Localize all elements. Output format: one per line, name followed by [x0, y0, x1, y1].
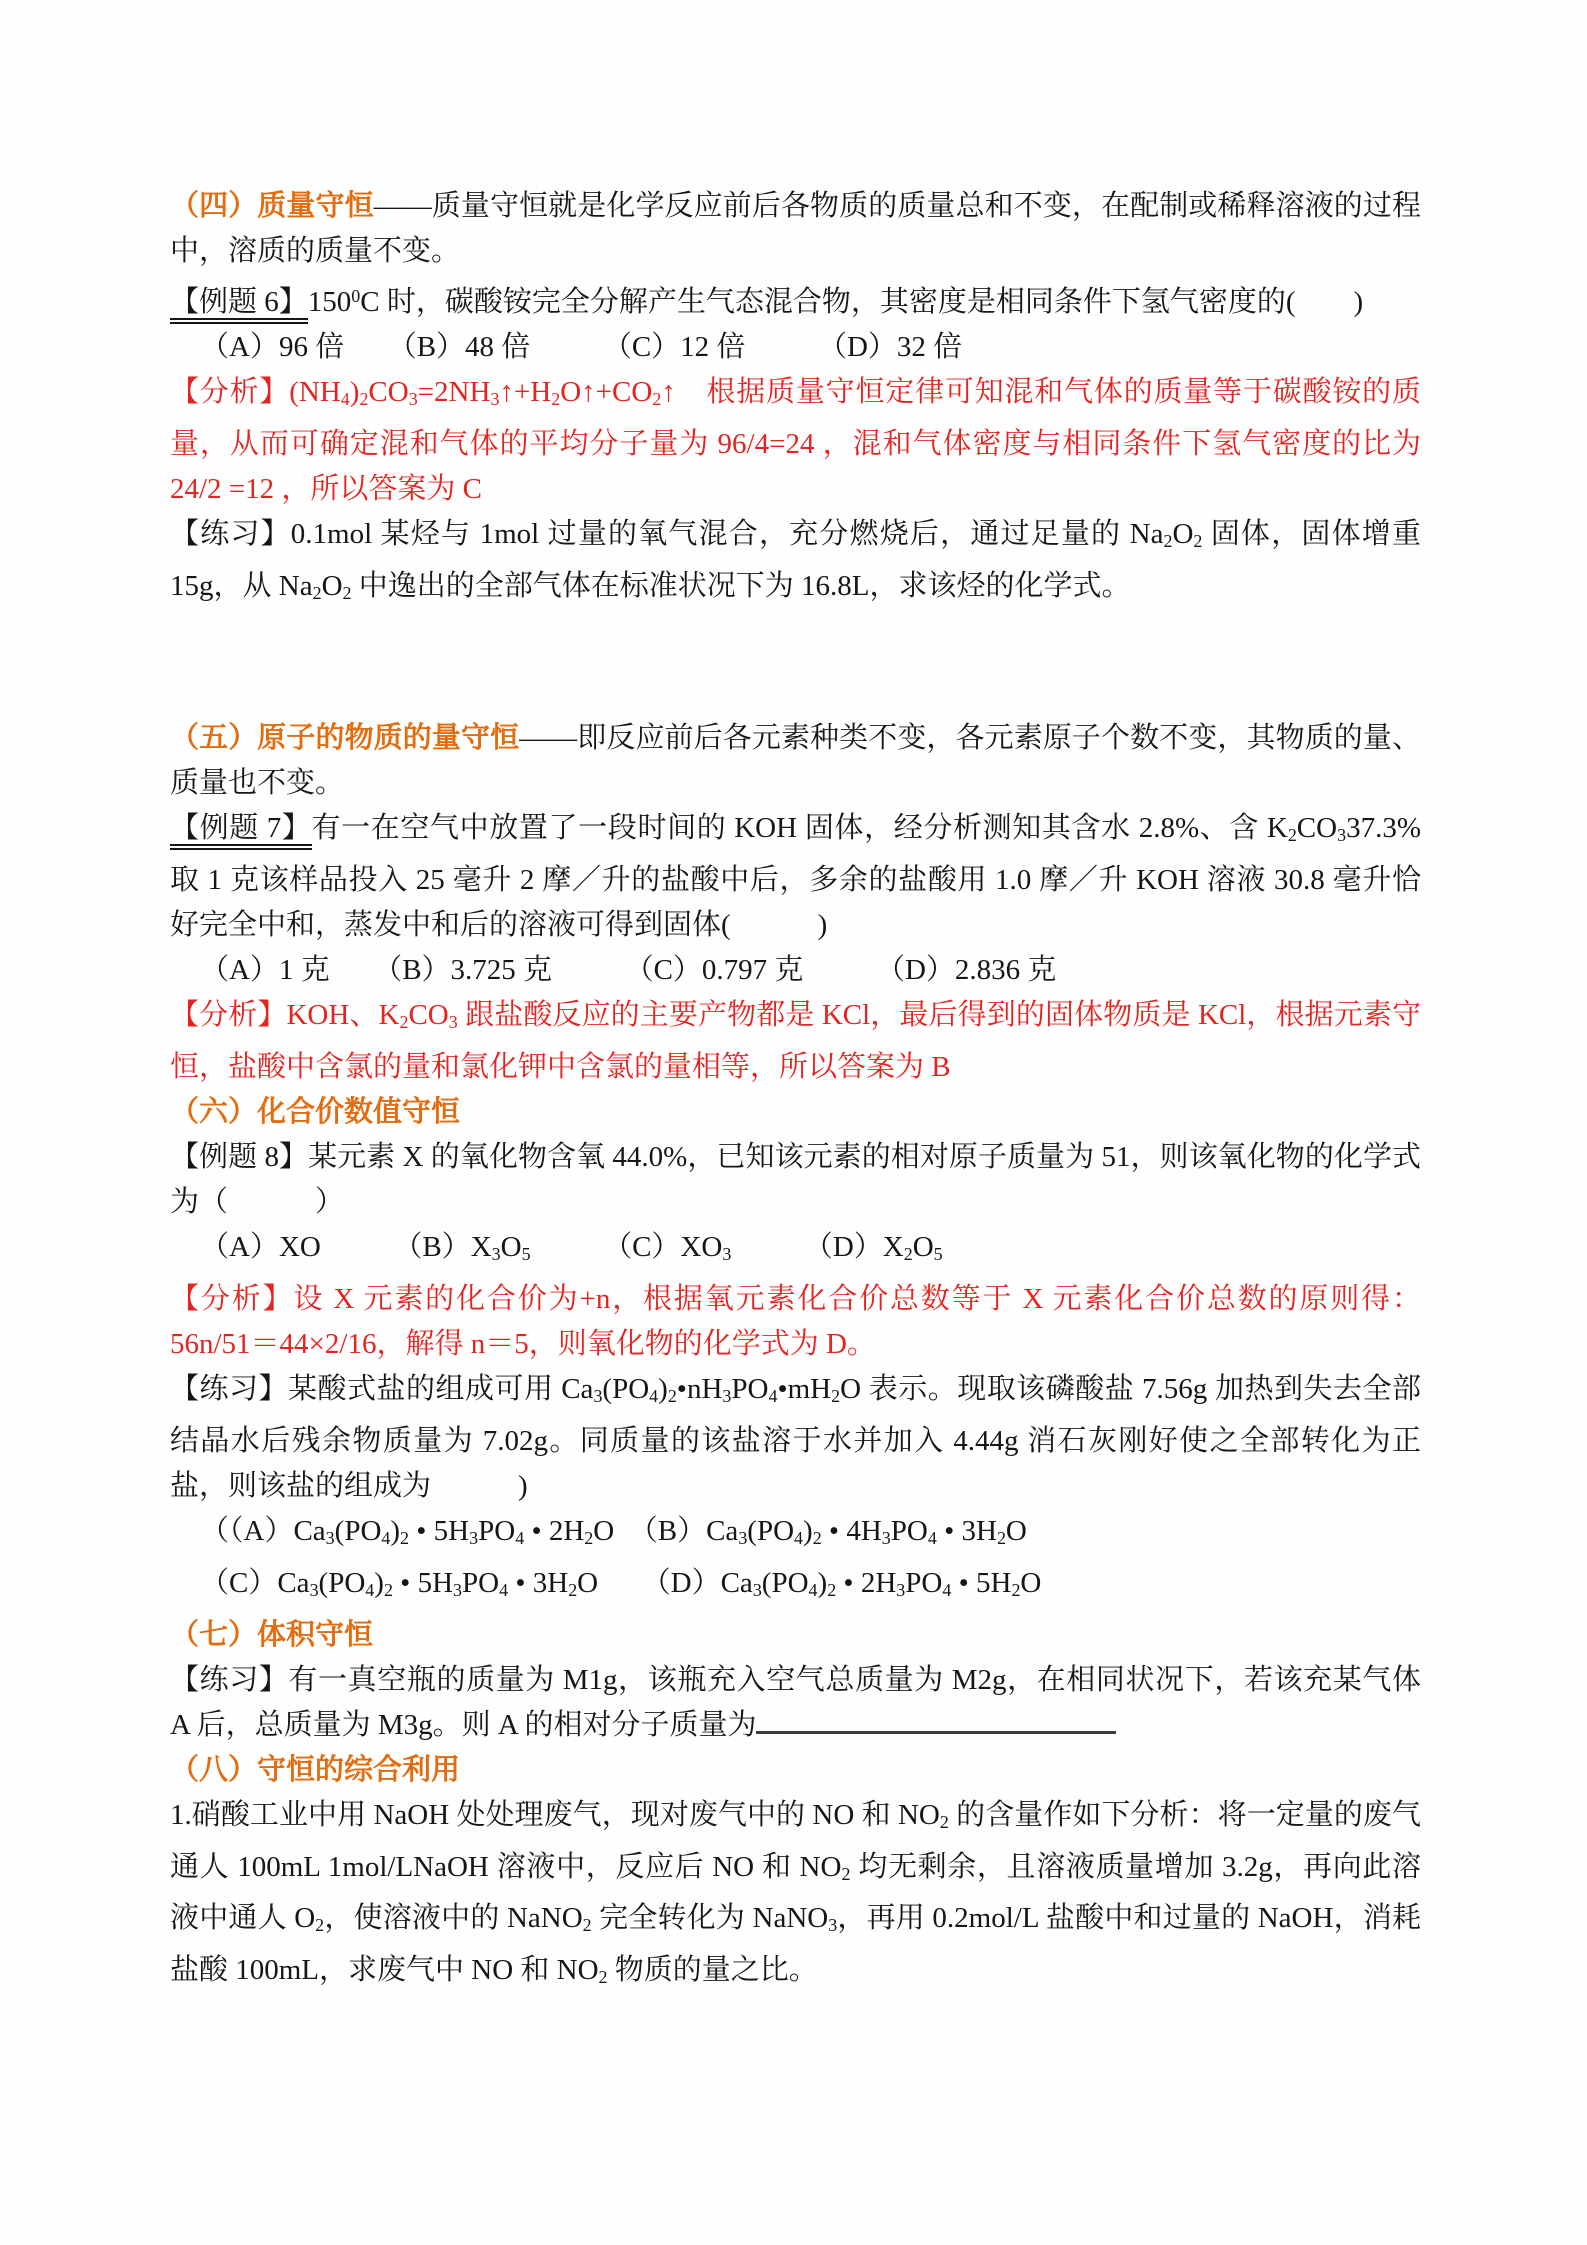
option-d: （D）32 倍: [832, 330, 963, 363]
text-run: •nH: [676, 1372, 723, 1405]
text-run: ——质量守恒就是化学反应前后各物质的质量总和不变，在配制或稀释溶液的过程中，溶质的质量不变。: [170, 190, 1421, 267]
text-run: 4: [515, 1527, 525, 1548]
option-d: （D）X: [818, 1230, 904, 1263]
text-run: (PO: [318, 1566, 366, 1599]
text-run: • 5H: [951, 1566, 1012, 1599]
practice-label: 【练习】有一真空瓶的质量为 M1g，该瓶充入空气总质量为 M2g，在相同状况下，若该充某气体 A 后，总质量为 M3g。则 A 的相对分子质量为: [170, 1663, 1421, 1741]
practice-6-options-row-1: [170, 1509, 1421, 1561]
text-run: [598, 1567, 656, 1599]
text-run: [731, 1231, 818, 1263]
section-8-heading: [170, 1748, 1421, 1793]
text-run: 完全转化为 NaNO: [591, 1902, 829, 1935]
option-b: （B）48 倍: [402, 330, 531, 363]
text-run: 2: [1011, 1579, 1021, 1600]
option-c: （C）0.797 克: [639, 953, 804, 986]
text-run: 3: [722, 1243, 732, 1264]
text-run: 4: [794, 1527, 804, 1548]
text-run: ): [817, 1566, 828, 1599]
text-run: 4: [927, 1527, 937, 1548]
option-d: （D）2.836 克: [890, 953, 1057, 986]
text-run: 2: [359, 388, 369, 409]
example-6: [170, 274, 1421, 325]
text-run: 4: [381, 1527, 391, 1548]
practice-6-options-row-2: [170, 1561, 1421, 1613]
text-run: 2: [652, 388, 662, 409]
text-run: O: [321, 569, 343, 602]
text-run: 2: [568, 1579, 578, 1600]
text-run: 2: [939, 1811, 949, 1832]
section-7-title: （七）体积守恒: [170, 1618, 374, 1651]
example-6-label: 【例题 6】: [170, 286, 308, 324]
text-run: O: [577, 1566, 599, 1599]
text-run: 3: [491, 1243, 501, 1264]
text-run: 5: [521, 1243, 531, 1264]
option-b: （B）X: [407, 1230, 492, 1263]
text-run: 3: [722, 1385, 732, 1406]
text-run: 3: [881, 1527, 891, 1548]
text-run: [321, 1231, 408, 1263]
text-run: C 时，碳酸铵完全分解产生气态混合物，其密度是相同条件下氢气密度的( ): [360, 285, 1364, 318]
option-a: （A）96 倍: [200, 330, 345, 363]
section-4-title: （四）质量守恒: [170, 190, 374, 222]
text-run: ): [803, 1514, 813, 1547]
text-run: 4: [942, 1579, 952, 1600]
analysis-label: 【分析】KOH、K: [170, 998, 400, 1031]
text-run: 4: [499, 1579, 509, 1600]
text-run: PO: [478, 1514, 516, 1547]
text-run: [614, 1515, 643, 1547]
section-5-title: （五）原子的物质的量守恒: [170, 721, 520, 754]
text-run: • 3H: [936, 1514, 997, 1547]
text-run: O: [500, 1230, 522, 1263]
text-run: PO: [905, 1566, 943, 1599]
text-run: 3: [896, 1579, 906, 1600]
text-run: [330, 954, 388, 986]
analysis-label: 【分析】(NH: [170, 375, 341, 408]
text-run: ): [390, 1514, 401, 1547]
practice-label: 【练习】某酸式盐的组成可用 Ca: [170, 1372, 594, 1405]
text-run: 5: [933, 1243, 943, 1264]
text-run: 固体，固体增重 15g，从 Na: [170, 517, 1421, 602]
text-run: O: [593, 1514, 615, 1547]
text-run: 2: [1287, 824, 1297, 845]
practice-label: 【练习】0.1mol 某烃与 1mol 过量的氧气混合，充分燃烧后，通过足量的 Na: [170, 517, 1164, 550]
text-run: • 3H: [508, 1566, 569, 1599]
text-run: 2: [812, 1527, 822, 1548]
text-run: 2: [667, 1385, 677, 1406]
text-run: 2: [400, 1527, 410, 1548]
text-run: ): [374, 1566, 384, 1599]
option-c: （C）XO: [617, 1230, 723, 1263]
text-run: ↑ 根据质量守恒定律可知混和气体的质量等于碳酸铵的质量，从而可确定混和气体的平均分子量为 96/4=24 ，混和气体密度与相同条件下氢气密度的比为 24/2 =12 ，所以答案为 C: [170, 375, 1421, 505]
option-c: （C）12 倍: [617, 330, 746, 363]
example-7: [170, 806, 1421, 948]
text-run: 3: [453, 1579, 463, 1600]
text-run: 2: [551, 388, 561, 409]
text-run: [803, 954, 890, 986]
text-run: [552, 954, 639, 986]
text-run: • 2H: [524, 1514, 585, 1547]
text-run: 3: [828, 1915, 838, 1936]
option-a: （A）XO: [200, 1230, 321, 1263]
text-run: • 2H: [836, 1566, 897, 1599]
analysis-label: 【分析】设 X 元素的化合价为+n，根据氧元素化合价总数等于 X 元素化合价总数的原则得：56n/51＝44×2/16，解得 n＝5，则氧化物的化学式为 D。: [170, 1282, 1421, 1360]
text-run: 3: [738, 1527, 748, 1548]
text-run: PO: [462, 1566, 500, 1599]
example-8-label: 【例题 8】某元素 X 的氧化物含氧 44.0%，已知该元素的相对原子质量为 51，则该氧化物的化学式为（ ）: [170, 1140, 1421, 1218]
text-run: [531, 1231, 618, 1263]
text-run: 3: [1337, 824, 1347, 845]
text-run: O 表示。现取该磷酸盐 7.56g 加热到失去全部结晶水后残余物质量为 7.02g。同质量的该盐溶于水并加入 4.44g 消石灰刚好使之全部转化为正盐，则该盐的组成为 ): [170, 1372, 1421, 1502]
example-7-analysis: [170, 993, 1421, 1090]
text-run: (PO: [602, 1372, 650, 1405]
text-run: 2: [1193, 530, 1203, 551]
text-run: [745, 331, 832, 363]
text-run: (PO: [334, 1514, 382, 1547]
example-7-label: 【例题 7】: [170, 812, 312, 850]
example-6-options: [170, 325, 1421, 370]
text-run: 2: [342, 582, 352, 603]
text-run: 有一在空气中放置了一段时间的 KOH 固体，经分析测知其含水 2.8%、含 K: [311, 811, 1288, 844]
text-run: 2: [312, 582, 322, 603]
practice-7: [170, 1658, 1421, 1748]
text-run: 4: [365, 1579, 375, 1600]
option-c: （C）Ca: [200, 1566, 310, 1599]
example-8-analysis: [170, 1277, 1421, 1367]
text-run: 2: [582, 1915, 592, 1936]
text-run: ↑+H: [499, 375, 552, 408]
text-run: 4: [768, 1385, 778, 1406]
example-6-analysis: [170, 370, 1421, 512]
text-run: (PO: [747, 1514, 795, 1547]
text-run: 4: [808, 1579, 818, 1600]
text-run: PO: [890, 1514, 928, 1547]
text-run: =2NH: [417, 375, 491, 408]
text-run: 4: [340, 388, 350, 409]
example-8: [170, 1135, 1421, 1225]
text-run: ，再用 0.2mol/L 盐酸中和过量的 NaOH，消耗盐酸 100mL，求废气中 NO 和 NO: [170, 1902, 1422, 1987]
text-run: 3: [309, 1579, 319, 1600]
text-run: 2: [399, 1011, 409, 1032]
text-run: 3: [593, 1385, 603, 1406]
text-run: CO: [368, 375, 409, 408]
text-run: O: [912, 1230, 934, 1263]
text-run: 4: [649, 1385, 659, 1406]
text-run: • 5H: [409, 1514, 470, 1547]
text-run: 3: [752, 1579, 762, 1600]
text-run: 2: [598, 1967, 608, 1988]
text-run: 2: [996, 1527, 1006, 1548]
text-run: • 5H: [392, 1566, 454, 1599]
text-run: (PO: [761, 1566, 809, 1599]
vertical-gap: [170, 616, 1421, 716]
example-8-options: [170, 1225, 1421, 1277]
text-run: 2: [315, 1915, 325, 1936]
text-run: 中逸出的全部气体在标准状况下为 16.8L，求该烃的化学式。: [351, 569, 1131, 602]
section-6-title: （六）化合价数值守恒: [170, 1095, 461, 1128]
practice-4: [170, 512, 1421, 616]
text-run: ): [658, 1372, 668, 1405]
example-7-options: [170, 948, 1421, 993]
practice-6: [170, 1367, 1421, 1509]
section-4-heading: [170, 184, 1421, 274]
text-run: • 4H: [821, 1514, 882, 1547]
option-b: （B）3.725 克: [387, 953, 553, 986]
text-run: 2: [383, 1579, 393, 1600]
section-7-heading: [170, 1613, 1421, 1658]
text-run: 0: [351, 286, 361, 306]
text-run: 2: [827, 1579, 837, 1600]
text-run: 3: [490, 388, 500, 409]
text-run: 2: [1163, 530, 1173, 551]
text-run: 2: [584, 1527, 594, 1548]
text-run: 2: [903, 1243, 913, 1264]
text-run: 37.3% 取 1 克该样品投入 25 毫升 2 摩／升的盐酸中后，多余的盐酸用 1.0 摩／升 KOH 溶液 30.8 毫升恰好完全中和，蒸发中和后的溶液可得到固体( ): [170, 811, 1421, 941]
option-a: （（A）Ca: [200, 1514, 326, 1547]
option-a: （A）1 克: [200, 953, 330, 986]
text-run: ——即反应前后各元素种类不变，各元素原子个数不变，其物质的量、质量也不变。: [170, 721, 1421, 799]
text-run: ): [349, 375, 360, 408]
text-run: 的含量作如下分析：将一定量的废气通人 100mL 1mol/LNaOH 溶液中，反应后 NO 和 NO: [170, 1798, 1421, 1883]
text-run: 跟盐酸反应的主要产物都是 KCl，最后得到的固体物质是 KCl，根据元素守恒，盐酸中含氯的量和氯化钾中含氯的量相等，所以答案为 B: [170, 998, 1421, 1083]
text-run: [530, 331, 617, 363]
text-run: PO: [731, 1372, 769, 1405]
option-d: （D）Ca: [656, 1566, 753, 1599]
text-run: 3: [469, 1527, 479, 1548]
text-run: 3: [448, 1011, 458, 1032]
answer-blank: [756, 1703, 1116, 1734]
text-run: 150: [307, 285, 352, 318]
text-run: 均无剩余，且溶液质量增加 3.2g，再向此溶液中通人 O: [170, 1850, 1421, 1935]
text-run: O: [1020, 1566, 1042, 1599]
text-run: •mH: [777, 1372, 832, 1405]
text-run: O: [1005, 1514, 1027, 1547]
text-run: 3: [408, 388, 418, 409]
text-run: 物质的量之比。: [607, 1954, 818, 1987]
option-b: （B）Ca: [643, 1514, 739, 1547]
text-run: 3: [325, 1527, 335, 1548]
problem-1: [170, 1793, 1421, 2001]
text-run: O↑+CO: [560, 375, 653, 408]
text-run: 2: [841, 1863, 851, 1884]
text-run: ，使溶液中的 NaNO: [324, 1902, 583, 1935]
text-run: CO: [1296, 811, 1338, 844]
text-run: 2: [831, 1385, 841, 1406]
section-5-heading: [170, 716, 1421, 806]
text-run: O: [1172, 517, 1194, 550]
section-8-title: （八）守恒的综合利用: [170, 1753, 461, 1786]
problem-1-text: 1.硝酸工业中用 NaOH 处处理废气，现对废气中的 NO 和 NO: [170, 1798, 940, 1831]
text-run: [344, 331, 402, 363]
text-run: CO: [408, 998, 449, 1031]
section-6-heading: [170, 1090, 1421, 1135]
